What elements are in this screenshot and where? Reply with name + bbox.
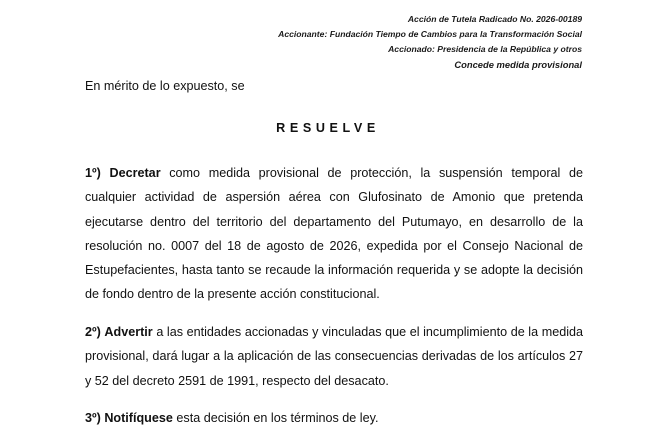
- defendant-line: Accionado: Presidencia de la República y otros: [388, 44, 582, 54]
- order-3-text: esta decisión en los términos de ley.: [172, 411, 379, 425]
- order-2-verb: Advertir: [104, 325, 153, 339]
- intro-text: En mérito de lo expuesto, se: [85, 79, 245, 93]
- order-2: [85, 320, 583, 393]
- case-header: [278, 12, 582, 72]
- order-3-number: 3º): [85, 411, 101, 425]
- order-1-text: como medida provisional de protección, la suspensión temporal de cualquier actividad de aspersión aérea con Glufosinato de Amonio que pretenda ejecutarse dentro del territorio del departamento del Putumayo, en desarrollo de la resolución no. 0007 del 18 de agosto de 2026, expedida por el Consejo Nacional de Estupefacientes, hasta tanto se recaude la información requerida y se adopte la decisión de fondo dentro de la presente acción constitucional.: [85, 166, 583, 302]
- decision-subject: Concede medida provisional: [454, 59, 582, 70]
- order-3-verb: Notifíquese: [104, 411, 173, 425]
- order-1: [85, 161, 583, 307]
- order-3: [85, 406, 583, 430]
- resolve-heading: RESUELVE: [276, 121, 380, 135]
- case-number: Acción de Tutela Radicado No. 2026-00189: [407, 14, 582, 24]
- order-2-number: 2º): [85, 325, 101, 339]
- order-1-verb: Decretar: [109, 166, 161, 180]
- order-2-text: a las entidades accionadas y vinculadas que el incumplimiento de la medida provisional, dará lugar a la aplicación de las consecuencias derivadas de los artículos 27 y 52 del decreto 2591 de 1991, respecto del desacato.: [85, 325, 584, 388]
- plaintiff-line: Accionante: Fundación Tiempo de Cambios para la Transformación Social: [278, 29, 582, 39]
- order-1-number: 1º): [85, 166, 101, 180]
